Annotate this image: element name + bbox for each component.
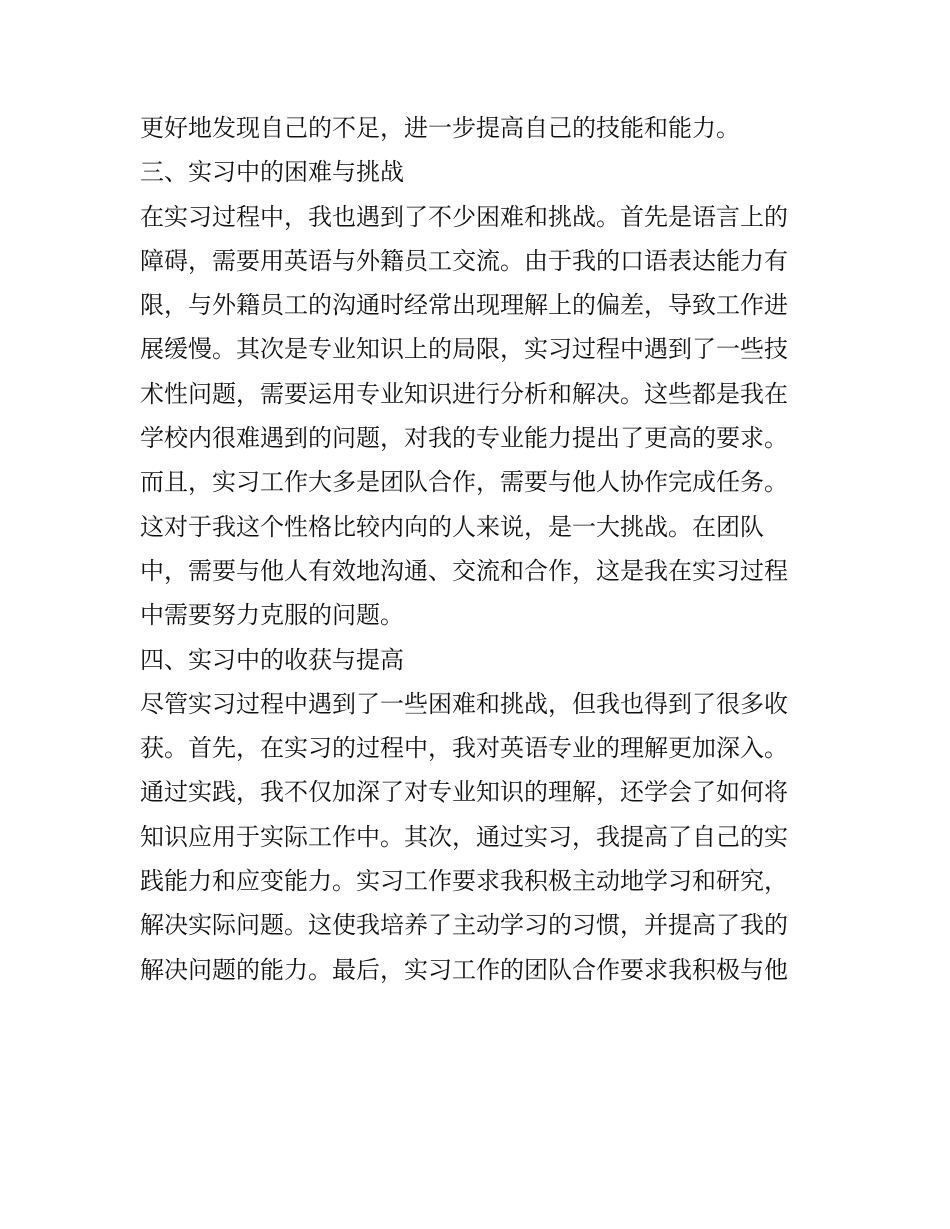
body-line: 践能力和应变能力。实习工作要求我积极主动地学习和研究， — [140, 867, 788, 896]
section-heading-4: 四、实习中的收获与提高 — [140, 645, 404, 674]
body-line: 限，与外籍员工的沟通时经常出现理解上的偏差，导致工作进 — [140, 291, 788, 320]
body-line: 获。首先，在实习的过程中，我对英语专业的理解更加深入。 — [140, 734, 788, 763]
body-line: 展缓慢。其次是专业知识上的局限，实习过程中遇到了一些技 — [140, 335, 788, 364]
body-line: 在实习过程中，我也遇到了不少困难和挑战。首先是语言上的 — [140, 202, 788, 231]
body-line: 中需要努力克服的问题。 — [140, 601, 404, 630]
body-line: 中，需要与他人有效地沟通、交流和合作，这是我在实习过程 — [140, 556, 788, 585]
body-line: 障碍，需要用英语与外籍员工交流。由于我的口语表达能力有 — [140, 246, 788, 275]
body-line: 学校内很难遇到的问题，对我的专业能力提出了更高的要求。 — [140, 424, 788, 453]
section-heading-3: 三、实习中的困难与挑战 — [140, 158, 404, 187]
body-line: 而且，实习工作大多是团队合作，需要与他人协作完成任务。 — [140, 468, 788, 497]
body-line: 更好地发现自己的不足，进一步提高自己的技能和能力。 — [140, 114, 740, 142]
body-line: 尽管实习过程中遇到了一些困难和挑战，但我也得到了很多收 — [140, 689, 788, 718]
document-body — [140, 106, 820, 992]
body-line: 这对于我这个性格比较内向的人来说，是一大挑战。在团队 — [140, 512, 764, 541]
body-line: 知识应用于实际工作中。其次，通过实习，我提高了自己的实 — [140, 822, 788, 851]
body-line: 通过实践，我不仅加深了对专业知识的理解，还学会了如何将 — [140, 778, 788, 807]
body-line: 术性问题，需要运用专业知识进行分析和解决。这些都是我在 — [140, 379, 788, 408]
body-line: 解决实际问题。这使我培养了主动学习的习惯，并提高了我的 — [140, 911, 788, 940]
body-line: 解决问题的能力。最后，实习工作的团队合作要求我积极与他 — [140, 955, 788, 984]
